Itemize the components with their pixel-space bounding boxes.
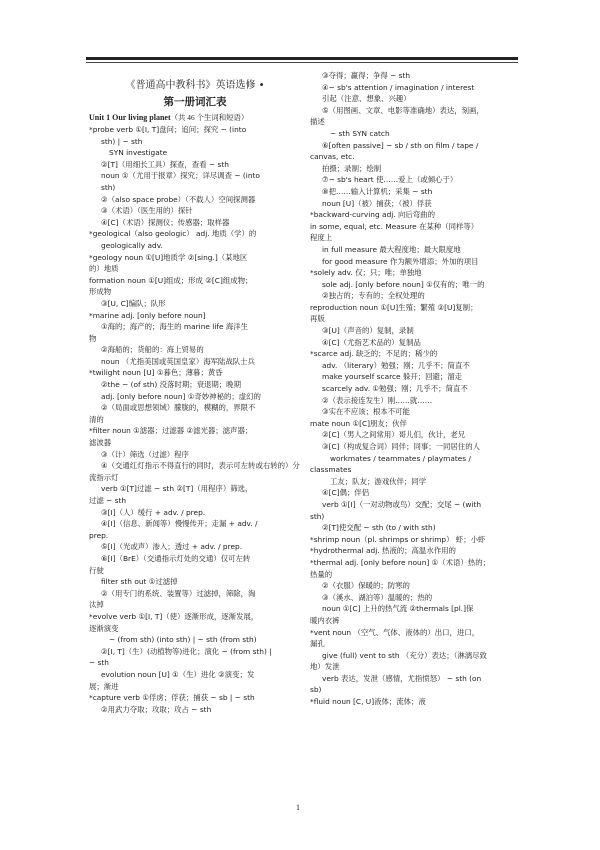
entry-line: scarcely adv. ①勉强；刚；几乎不；简直不 <box>322 384 468 394</box>
entry-line: 拍摄；录制；绘制 <box>322 163 382 173</box>
entry-line: ②（衣服）保暖的；防寒的 <box>322 581 410 591</box>
entry-line: *fluid noun [C, U]液体；流体；液 <box>310 697 426 707</box>
unit-heading <box>89 112 301 124</box>
entry-line: ②（also space probe）（不载人）空间探测器 <box>101 194 256 204</box>
entry-line: adv. （literary）勉强；刚；几乎不；简直不 <box>322 360 470 370</box>
entry-line: ⑥[I]（BrE）（交通指示灯处的交通）仅可左转 <box>101 553 251 563</box>
entry-line: noun ①[C] 上升的热气流 ②thermals [pl.]保 <box>322 604 474 614</box>
entry-line: ②（局面或思想领域）朦胧的，模糊的，界限不 <box>101 403 256 413</box>
top-rule <box>86 57 518 60</box>
entry-line: ③（溪水、湖泊等）温暖的；热的 <box>322 592 433 602</box>
entry-line: 汰掉 <box>89 600 104 610</box>
entry-line: 流指示灯 <box>89 472 119 482</box>
entry-line: classmates <box>310 465 352 475</box>
entry-line: ④[C]（术语）探测仪；传感器；取样器 <box>101 217 230 227</box>
entry-line: ④[I]（信息、新闻等）慢慢传开；走漏 + adv. / <box>101 519 258 529</box>
entry-line: ③[U, C]编队；队形 <box>101 298 166 308</box>
entry-line: *thermal adj. [only before noun] ①（术语）热的； <box>310 557 491 567</box>
entry-line: sth) <box>101 182 116 192</box>
entry-line: ③[C]（构成复合词）同伴；同事；一同居住的人 <box>322 442 480 451</box>
entry-line: SYN investigate <box>109 148 168 158</box>
entry-line: geologically adv. <box>101 240 163 250</box>
entry-line: 工友；队友；游戏伙伴；同学 <box>330 476 427 486</box>
document-title: 《普通高中教科书》英语选修 • <box>125 80 265 91</box>
entry-line: 行驶 <box>89 565 104 575</box>
entry-line: ④[C]（尤指艺术品的）复制品 <box>322 337 421 347</box>
entry-line: *vent noun （空气、气体、液体的）出口，进口， <box>310 627 480 637</box>
entry-line: *solely adv. 仅；只；唯；单独地 <box>310 268 422 278</box>
entry-line: 漏孔 <box>310 639 325 649</box>
entry-line: ②（用专门的系统、装置等）过滤掉，筛除，淘 <box>101 588 256 598</box>
entry-line: sth) | ~ sth <box>101 136 143 146</box>
entry-line: 物 <box>89 333 97 343</box>
entry-line: 引起（注意、想象、兴趣） <box>322 94 411 104</box>
entry-line: 清的 <box>89 414 104 424</box>
entry-line: ②[T]（用细长工具）探查，查看 ~ sth <box>101 159 229 169</box>
entry-line: noun （尤指美国或英国皇家）海军陆战队士兵 <box>101 356 255 366</box>
document-subtitle: 第一册词汇表 <box>163 96 227 108</box>
entry-line: reproduction noun ①[U]生殖；繁殖 ②[U]复制； <box>310 302 478 312</box>
entry-line: *capture verb ①俘虏；俘获；捕获 ~ sb | ~ sth <box>89 693 255 703</box>
entry-line: 逐渐演变 <box>89 623 119 633</box>
entry-line: 过滤 ~ sth <box>89 496 127 505</box>
entry-line: in full measure 最大程度地；最大限度地 <box>322 244 461 254</box>
entry-line: ②海船的；货船的：海上贸易的 <box>101 345 204 355</box>
entry-line: give (full) vent to sth （充分）表达；（淋漓尽致 <box>322 650 487 660</box>
entry-line: *probe verb ①[I, T]盘问；追问；探究 ~ (into <box>89 125 247 134</box>
entry-line: formation noun ①[U]组成；形成 ②[C]组成物； <box>89 275 253 285</box>
entry-line: workmates / teammates / playmates / <box>330 453 471 463</box>
entry-line: ③夺得；赢得；争得 ~ sth <box>322 71 411 80</box>
entry-line: noun [U]（被）捕获；（被）俘获 <box>322 198 432 208</box>
entry-line: in some, equal, etc. Measure 在某种（同样等） <box>310 221 479 231</box>
right-entries <box>310 70 522 708</box>
entry-line: verb ①[I]（一对动物或鸟）交配；交尾 ~ (with <box>322 499 482 509</box>
entry-line: *evolve verb ①[I, T]（使）逐渐形成，逐渐发展， <box>89 611 259 621</box>
entry-line: ②用武力夺取；攻取；攻占 ~ sth <box>101 704 212 714</box>
entry-line: ⑤[I]（光或声）渗入；透过 + adv. / prep. <box>101 542 243 552</box>
right-column <box>310 70 522 708</box>
entry-line: 描述 <box>310 117 325 127</box>
entry-line: 滤波器 <box>89 438 112 448</box>
entry-line: *shrimp noun（pl. shrimps or shrimp） 虾；小虾 <box>310 534 486 544</box>
entry-line: mate noun ①[C]朋友；伙伴 <box>310 418 407 428</box>
entry-line: 地）发泄 <box>310 662 340 672</box>
entry-line: *hydrothermal adj. 热液的；高温水作用的 <box>310 546 456 556</box>
entry-line: 热量的 <box>310 569 333 579</box>
entry-line: ①海的；海产的；海生的 marine life 海洋生 <box>101 322 249 332</box>
entry-line: ~ sth SYN catch <box>330 128 390 138</box>
entry-line: ⑧把……输入计算机；采集 ~ sth <box>322 186 433 196</box>
entry-line: prep. <box>89 530 109 540</box>
entry-line: ④[C]偶；伴侣 <box>322 488 370 498</box>
entry-line: *backward-curving adj. 向后弯曲的 <box>310 210 435 220</box>
entry-line: for good measure 作为额外增添；外加的项目 <box>322 256 479 266</box>
entry-line: 程度上 <box>310 233 333 243</box>
entry-line: ③（计）筛选（过滤）程序 <box>101 449 189 459</box>
entry-line: ~ sth <box>89 658 109 668</box>
entry-line: ⑥[often passive] ~ sb / sth on film / tape / <box>322 140 479 150</box>
entry-line: 再版 <box>310 314 325 324</box>
entry-line: noun ①（尤用于报章）探究；详尽调查 ~ (into <box>101 171 260 181</box>
left-column <box>89 70 301 715</box>
entry-line: ②[T]使交配 ~ sth (to / with sth) <box>322 523 436 533</box>
entry-line: *filter noun ①滤器；过滤器 ②滤光器；滤声器； <box>89 426 253 436</box>
entry-line: ④（交通红灯指示不得直行的同时，表示可左转或右转的）分 <box>101 461 300 471</box>
entry-line: ③实在不应该；根本不可能 <box>322 407 410 417</box>
entry-line: 展；渐进 <box>89 681 119 691</box>
entry-line: sole adj. [only before noun] ①仅有的；唯一的 <box>322 279 485 289</box>
entry-line: ②the ~ (of sth) 没落时期；衰退期；晚期 <box>101 380 241 390</box>
left-entries <box>89 124 301 715</box>
entry-line: ③[I]（人）缓行 + adv. / prep. <box>101 507 206 517</box>
entry-line: adj. [only before noun] ①奇妙神秘的；虚幻的 <box>101 391 261 401</box>
entry-line: evolution noun [U] ①（生）进化 ②演变；发 <box>101 669 255 679</box>
entry-line: *scarce adj. 缺乏的；不足的；稀少的 <box>310 349 438 359</box>
entry-line: filter sth out ①过滤掉 <box>101 577 178 587</box>
entry-line: ③（术语）（医生用的）探针 <box>101 206 193 216</box>
entry-line: ⑤（用图画、文章、电影等准确地）表达，刻画， <box>322 105 484 115</box>
entry-line: *marine adj. [only before noun] <box>89 310 206 320</box>
entry-line: sth) <box>310 511 325 521</box>
entry-line: canvas, etc. <box>310 152 355 162</box>
entry-line: ③[U]（声音的）复制，录制 <box>322 326 414 336</box>
entry-line: *geological（also geologic） adj. 地质（学）的 <box>89 229 257 239</box>
entry-line: *geology noun ①[U]地质学 ②[sing.]（某地区 <box>89 252 248 262</box>
top-rule-thin <box>86 62 518 63</box>
entry-line: ~ (from sth) (into sth) | ~ sth (from sth) <box>109 635 257 645</box>
unit-note: （共 46 个生词和短语） <box>170 113 249 122</box>
entry-line: ②（表示接连发生）刚……就…… <box>322 395 433 405</box>
entry-line: *twilight noun [U] ①暮色；薄暮；黄昏 <box>89 368 223 378</box>
entry-line: ②独占的；专有的；全权处理的 <box>322 291 425 301</box>
unit-label: Unit 1 Our living planet <box>89 113 171 122</box>
entry-line: ②[I, T]（生）(动植物等)进化；演化 ~ (from sth) | <box>101 646 272 656</box>
page-number: 1 <box>296 803 300 812</box>
entry-line: sb) <box>310 685 322 695</box>
entry-line: make yourself scarce 躲开；回避；溜走 <box>322 372 463 382</box>
entry-line: ④~ sb's attention / imagination / interest <box>322 82 475 92</box>
entry-line: ⑦~ sb's heart 使……爱上（或倾心于） <box>322 175 458 185</box>
entry-line: 暖内衣裤 <box>310 615 340 625</box>
entry-line: verb ①[T]过滤 ~ sth ②[T]（用程序）筛选， <box>101 484 253 494</box>
entry-line: 形成物 <box>89 287 112 297</box>
entry-line: verb 表达，发泄（感情，尤指愤怒） ~ sth (on <box>322 673 482 683</box>
entry-line: ②[C]（男人之间常用）哥儿们，伙计，老兄 <box>322 430 466 440</box>
entry-line: 的）地质 <box>89 264 119 274</box>
